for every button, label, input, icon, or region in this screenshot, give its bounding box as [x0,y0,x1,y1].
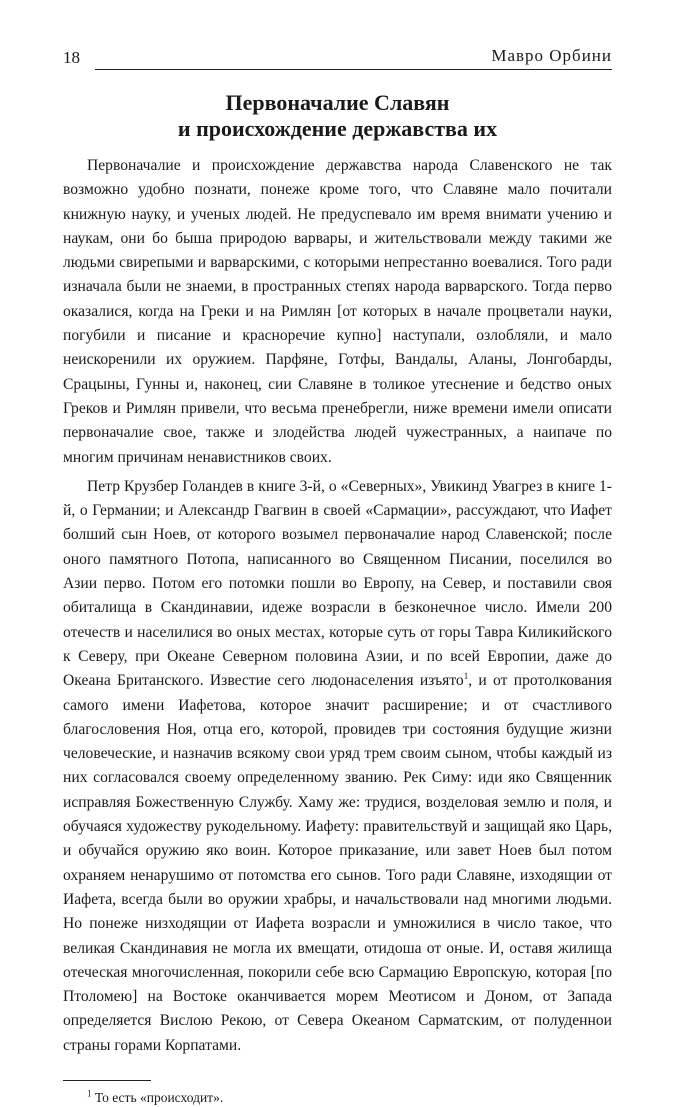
chapter-title-line-1: Первоначалие Славян [225,90,450,115]
footnote-marker: 1 [87,1088,92,1099]
book-page [63,40,612,1107]
paragraph-2 [63,475,612,1058]
body-text [63,154,612,1058]
header-rule [95,69,612,70]
footnote-text: То есть «происходит». [94,1089,224,1105]
running-title: Мавро Орбини [491,46,612,65]
paragraph-2-part-2: , и от протолкования самого имени Иафетова, которое значит расширение; и от счастливого благословения Ноя, отца его, которой, провидев три состояния будущие жизни человеческие, и назначив всякому свои уряд трем своим сыном, чтобы каждый из них согласовался своему определенному званию. Рек Симу: иди яко Священник исправляя Божественную Службу. Хаму же: трудися, возделовая землю и поля, и обучаяся художеству рукодельному. Иафету: правительствуй и защищай яко Царь, и обучайся оружию яко воин. Которое приказание, или завет Ноев был потом охраняем ненарушимо от потомства его сынов. Того ради Славяне, изходящии от Иафета, всегда были во оружии храбры, и начальствовали над многими людьми. Но понеже низходящии от Иафета возрасли и умножилися в число такое, что великая Скандинавия не могла их вмещати, отидоша от оные. И, оставя жилища отеческая многочисленная, покорили себе всю Сармацию Европскую, которая [по Птоломею] на Востоке оканчивается морем Меотисом и Доном, от Запада определяется Вислою Рекою, от Севера Океаном Сарматским, от полуденнои страны горами Корпатами. [63,672,612,1054]
footnote [63,1089,612,1107]
chapter-title [63,90,612,142]
page-number: 18 [63,48,80,67]
footnote-reference: 1 [463,671,469,682]
footnote-rule [63,1080,151,1081]
running-head [63,40,612,70]
chapter-title-line-2: и происхождение державства их [177,116,498,141]
paragraph-2-part-1: Петр Крузбер Голандев в книге 3-й, о «Северных», Увикинд Увагрез в книге 1-й, о Германии; и Александр Гвагвин в своей «Сармации», рассуждают, что Иафет болший сын Ноев, от которого возымел первоначалие народ Славенской; после оного памятного Потопа, написанного во Священном Писании, поселился во Азии перво. Потом его потомки пошли во Европу, на Север, и поставили своя обиталища в Скандинавии, идеже возрасли в безконечное число. Имели 200 отечеств и населилися во оных местах, которые суть от горы Тавра Киликийского к Северу, при Океане Северном половина Азии, и по всей Европии, даже до Океана Британского. Известие сего людонаселения изъято [63,477,612,690]
paragraph-1: Первоначалие и происхождение державства народа Славенского не так возможно удобно познати, понеже кроме того, что Славяне мало почитали книжную науку, и ученых людей. Не предуспевало им время внимати учению и наукам, они бо быша природою варвары, и жительствовали между такими же людьми свирепыми и варварскими, с которыми непрестанно воевалися. Того ради изначала были не знаеми, в пространных степях народа варварского. Тогда перво оказалися, когда на Греки и на Римлян [от которых в начале процветали науки, погубили и писание и красноречие купно] наступали, озлобляли, и мало неискоренили их оружием. Парфяне, Готфы, Вандалы, Аланы, Лонгобарды, Срацыны, Гунны и, наконец, сии Славяне в толикое утеснение и бедство оных Греков и Римлян привели, что весьма пренебрегли, ниже времени имели описати первоначалие свое, также и злодейства людей чужестранных, а наипаче по многим причинам ненавистников своих. [63,157,612,466]
